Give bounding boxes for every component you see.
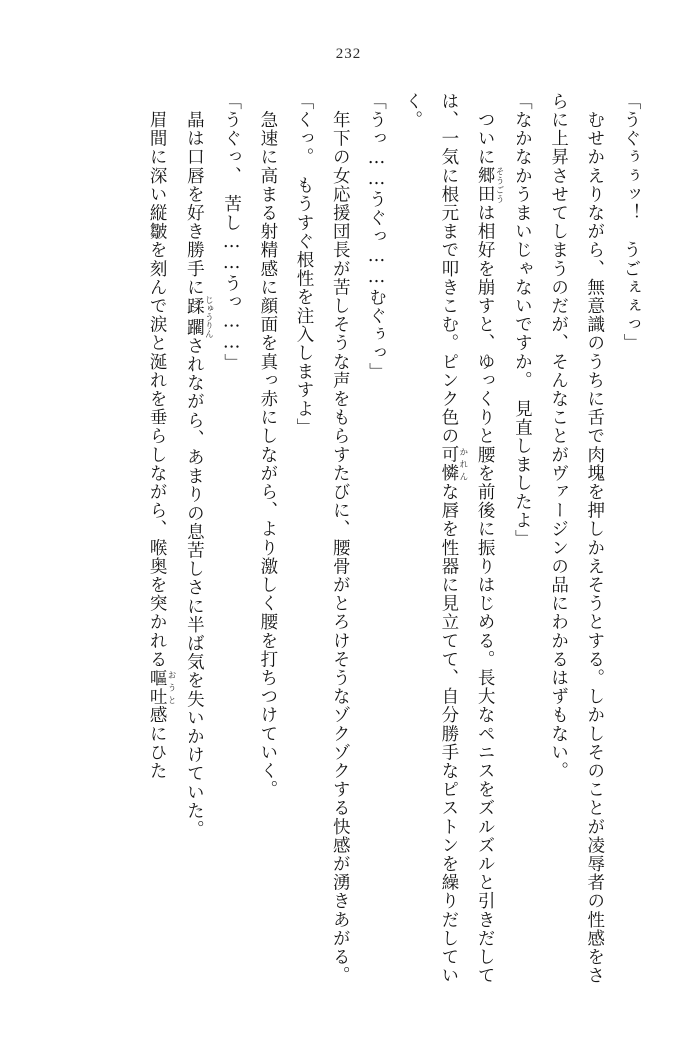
paragraph: 「うぐぅぅッ！ うごぇぇっ」 [621, 92, 641, 353]
paragraph: 晶は口唇を好き勝手に蹂躙 じゅうりんされながら、あまりの息苦しさに半ば気を失いかけていた。 [184, 92, 214, 839]
paragraph: ついに郷田 そうごうは相好を崩すと、ゆっくりと腰を前後に振りはじめる。長大なペニスをズルズルと引きだしては、一気に根元まで叩きこむ。ピンク色の可憐 かれんな唇を性器に見立てて、自分勝手なピストンを繰りだしていく。 [402, 92, 505, 985]
paragraph: 「うぐっ、 苦し……うっ……」 [221, 92, 242, 373]
paragraph: 「うっ……うぐっ……むぐぅっ」 [366, 92, 387, 381]
ruby-annotation: 嘔吐 おうと [147, 668, 177, 706]
page-text-body [44, 92, 649, 992]
page-number: 232 [335, 46, 362, 62]
paragraph: 「くっ。 もうすぐ根性を注入しますよ」 [294, 92, 315, 437]
paragraph: 年下の女応援団長が苦しそうな声をもらすたびに、腰骨がとろけそうなゾクゾクする快感が湧きあがる。 [330, 92, 351, 985]
paragraph: 「なかなかうまいじゃないですか。 見直しましたよ」 [512, 92, 533, 549]
paragraph: 急速に高まる射精感に顔面を真っ赤にしながら、より激しく腰を打ちつけていく。 [257, 92, 278, 799]
paragraph: むせかえりながら、無意識のうちに舌で肉塊を押しかえそうとする。しかしそのことが凌辱者の性感をさらに上昇させてしまうのだが、そんなことがヴァージンの品にわかるはずもない。 [548, 92, 605, 985]
ruby-annotation: 可憐 かれん [438, 445, 468, 483]
ruby-annotation: 蹂躙 じゅうりん [184, 295, 214, 338]
ruby-annotation: 郷田 そうごう [475, 166, 505, 204]
paragraph: 眉間に深い縦皺を刻んで涙と涎れを垂らしながら、喉奥を突かれる嘔吐 おうと感にひた [147, 92, 177, 781]
